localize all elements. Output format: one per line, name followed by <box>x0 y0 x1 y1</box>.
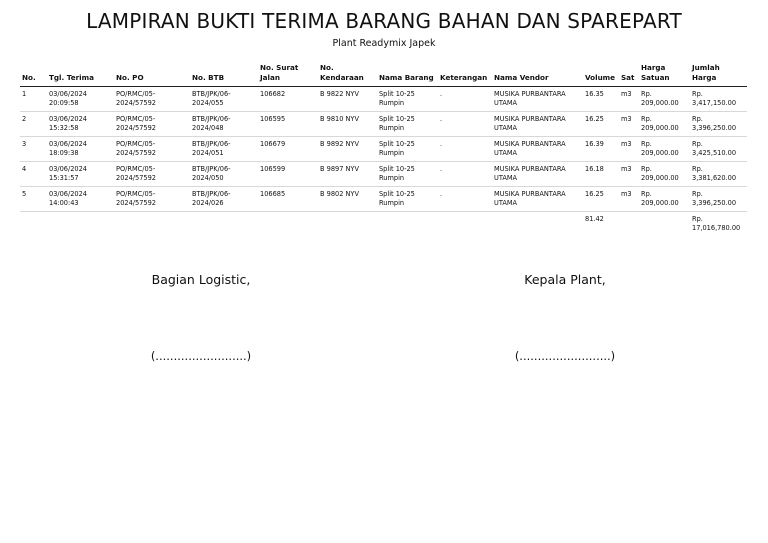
header-volume: Volume <box>583 63 619 87</box>
header-jumlah-harga: Jumlah Harga <box>690 63 747 87</box>
cell-volume: 16.35 <box>583 87 619 112</box>
cell-volume: 16.39 <box>583 137 619 162</box>
cell-nama-barang: Split 10-25 Rumpin <box>377 137 438 162</box>
total-volume: 81.42 <box>585 215 604 224</box>
table-row <box>20 137 747 162</box>
cell-no-kendaraan: B 9822 NYV <box>318 87 377 112</box>
cell-harga-satuan: Rp. 209,000.00 <box>639 112 690 137</box>
cell-no-po: PO/RMC/05-2024/57592 <box>114 162 190 187</box>
cell-sat: m3 <box>619 187 639 212</box>
header-no-po: No. PO <box>114 63 190 87</box>
cell-tgl-terima: 03/06/2024 20:09:58 <box>47 87 114 112</box>
cell-no-btb: BTB/JPK/06-2024/051 <box>190 137 258 162</box>
cell-no-btb: BTB/JPK/06-2024/048 <box>190 112 258 137</box>
header-no: No. <box>20 63 47 87</box>
header-no-surat-jalan: No. Surat Jalan <box>258 63 318 87</box>
cell-tgl-terima: 03/06/2024 18:09:38 <box>47 137 114 162</box>
cell-sat: m3 <box>619 162 639 187</box>
cell-no: 1 <box>20 87 47 112</box>
cell-keterangan: . <box>438 187 492 212</box>
signature-line-logistic: (.........................) <box>150 349 252 363</box>
cell-no-po: PO/RMC/05-2024/57592 <box>114 187 190 212</box>
page-title: LAMPIRAN BUKTI TERIMA BARANG BAHAN DAN SPAREPART <box>86 9 682 33</box>
goods-receipt-table <box>20 63 747 236</box>
cell-nama-vendor: MUSIKA PURBANTARA UTAMA <box>492 87 583 112</box>
cell-keterangan: . <box>438 137 492 162</box>
cell-no-kendaraan: B 9810 NYV <box>318 112 377 137</box>
cell-nama-barang: Split 10-25 Rumpin <box>377 162 438 187</box>
cell-no-surat-jalan: 106599 <box>258 162 318 187</box>
cell-nama-barang: Split 10-25 Rumpin <box>377 87 438 112</box>
cell-nama-barang: Split 10-25 Rumpin <box>377 112 438 137</box>
cell-nama-vendor: MUSIKA PURBANTARA UTAMA <box>492 112 583 137</box>
header-nama-vendor: Nama Vendor <box>492 63 583 87</box>
cell-harga-satuan: Rp. 209,000.00 <box>639 137 690 162</box>
cell-volume: 16.18 <box>583 162 619 187</box>
cell-volume: 16.25 <box>583 112 619 137</box>
signature-line-plant-head: (.........................) <box>514 349 616 363</box>
cell-nama-vendor: MUSIKA PURBANTARA UTAMA <box>492 187 583 212</box>
total-row <box>20 212 747 237</box>
cell-tgl-terima: 03/06/2024 15:32:58 <box>47 112 114 137</box>
cell-sat: m3 <box>619 112 639 137</box>
table-row <box>20 162 747 187</box>
cell-no-btb: BTB/JPK/06-2024/026 <box>190 187 258 212</box>
cell-tgl-terima: 03/06/2024 14:00:43 <box>47 187 114 212</box>
cell-jumlah-harga: Rp. 3,417,150.00 <box>690 87 747 112</box>
cell-no: 5 <box>20 187 47 212</box>
cell-no-po: PO/RMC/05-2024/57592 <box>114 137 190 162</box>
cell-no: 3 <box>20 137 47 162</box>
cell-no-btb: BTB/JPK/06-2024/050 <box>190 162 258 187</box>
cell-no-kendaraan: B 9802 NYV <box>318 187 377 212</box>
cell-keterangan: . <box>438 87 492 112</box>
total-jumlah-harga: Rp. 17,016,780.00 <box>692 215 741 233</box>
cell-volume: 16.25 <box>583 187 619 212</box>
table-row <box>20 112 747 137</box>
cell-nama-vendor: MUSIKA PURBANTARA UTAMA <box>492 162 583 187</box>
cell-sat: m3 <box>619 137 639 162</box>
cell-jumlah-harga: Rp. 3,381,620.00 <box>690 162 747 187</box>
cell-harga-satuan: Rp. 209,000.00 <box>639 162 690 187</box>
table-header-row <box>20 63 747 87</box>
header-nama-barang: Nama Barang <box>377 63 438 87</box>
table-row <box>20 187 747 212</box>
cell-no-surat-jalan: 106682 <box>258 87 318 112</box>
cell-no-po: PO/RMC/05-2024/57592 <box>114 87 190 112</box>
cell-no: 4 <box>20 162 47 187</box>
cell-harga-satuan: Rp. 209,000.00 <box>639 187 690 212</box>
cell-no-kendaraan: B 9897 NYV <box>318 162 377 187</box>
cell-no-surat-jalan: 106595 <box>258 112 318 137</box>
cell-nama-barang: Split 10-25 Rumpin <box>377 187 438 212</box>
cell-no-surat-jalan: 106679 <box>258 137 318 162</box>
header-harga-satuan: Harga Satuan <box>639 63 690 87</box>
cell-tgl-terima: 03/06/2024 15:31:57 <box>47 162 114 187</box>
cell-no-po: PO/RMC/05-2024/57592 <box>114 112 190 137</box>
header-no-kendaraan: No. Kendaraan <box>318 63 377 87</box>
cell-jumlah-harga: Rp. 3,396,250.00 <box>690 187 747 212</box>
table-row <box>20 87 747 112</box>
signature-role-plant-head: Kepala Plant, <box>524 272 606 287</box>
cell-no: 2 <box>20 112 47 137</box>
cell-no-btb: BTB/JPK/06-2024/055 <box>190 87 258 112</box>
cell-sat: m3 <box>619 87 639 112</box>
page-subtitle: Plant Readymix Japek <box>332 38 436 49</box>
cell-nama-vendor: MUSIKA PURBANTARA UTAMA <box>492 137 583 162</box>
header-no-btb: No. BTB <box>190 63 258 87</box>
cell-jumlah-harga: Rp. 3,425,510.00 <box>690 137 747 162</box>
header-tgl-terima: Tgl. Terima <box>47 63 114 87</box>
cell-keterangan: . <box>438 112 492 137</box>
cell-no-surat-jalan: 106685 <box>258 187 318 212</box>
cell-no-kendaraan: B 9892 NYV <box>318 137 377 162</box>
cell-jumlah-harga: Rp. 3,396,250.00 <box>690 112 747 137</box>
cell-keterangan: . <box>438 162 492 187</box>
header-sat: Sat <box>619 63 639 87</box>
signature-role-logistic: Bagian Logistic, <box>151 272 251 287</box>
header-keterangan: Keterangan <box>438 63 492 87</box>
cell-harga-satuan: Rp. 209,000.00 <box>639 87 690 112</box>
